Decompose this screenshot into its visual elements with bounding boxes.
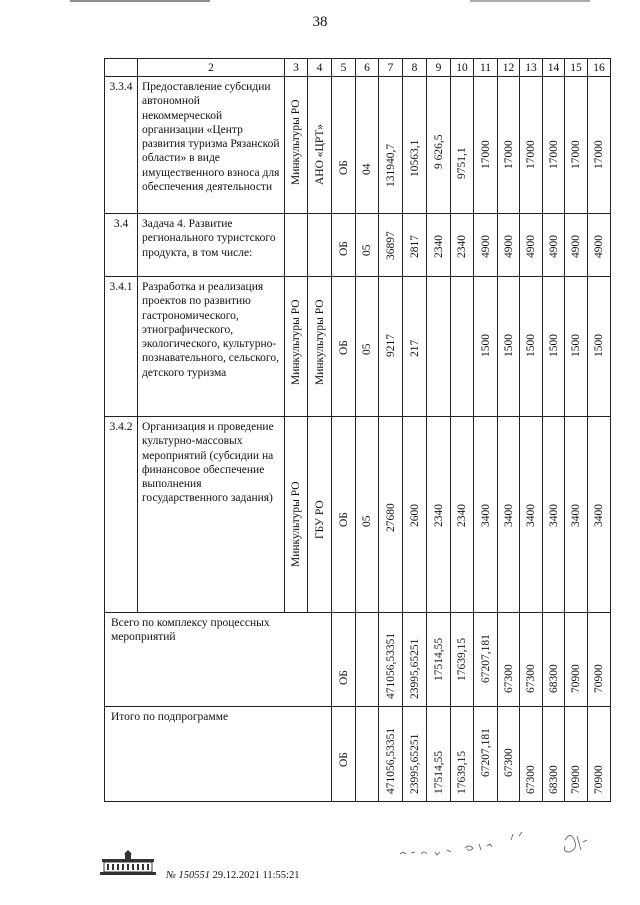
value-text: 2340 bbox=[456, 235, 468, 258]
value-cell bbox=[403, 613, 427, 707]
value-cell bbox=[520, 417, 543, 613]
table-row bbox=[105, 417, 611, 613]
value-text: 68300 bbox=[547, 765, 560, 794]
value-text: 17000 bbox=[570, 140, 582, 169]
value-text: 1500 bbox=[593, 334, 605, 357]
value-cell bbox=[565, 707, 588, 802]
value-cell bbox=[427, 417, 451, 613]
row-id: 3.4.1 bbox=[105, 277, 138, 417]
header-cell: 11 bbox=[474, 59, 498, 77]
value-text: 4900 bbox=[547, 235, 560, 258]
budget-text: ОБ bbox=[337, 752, 350, 767]
value-text: 131940,7 bbox=[384, 143, 397, 187]
value-cell bbox=[588, 613, 611, 707]
value-text: 67300 bbox=[502, 748, 515, 777]
value-text: 1500 bbox=[570, 334, 582, 357]
value-cell bbox=[498, 417, 520, 613]
value-text: 67207,181 bbox=[479, 634, 492, 683]
value-cell bbox=[427, 707, 451, 802]
table-row bbox=[105, 77, 611, 214]
budget-text: ОБ bbox=[337, 160, 350, 175]
total-label: Всего по комплексу процессных мероприятий bbox=[105, 613, 332, 707]
document-footer bbox=[94, 848, 314, 881]
value-text: 3400 bbox=[479, 504, 492, 527]
responsible-text: Минкультуры РО bbox=[290, 481, 302, 567]
budget-text: ОБ bbox=[337, 340, 350, 355]
table-row bbox=[105, 277, 611, 417]
value-cell bbox=[588, 707, 611, 802]
value-cell bbox=[498, 77, 520, 214]
header-cell: 16 bbox=[588, 59, 611, 77]
value-cell bbox=[543, 77, 565, 214]
code-cell bbox=[356, 277, 379, 417]
value-text: 1500 bbox=[479, 334, 492, 357]
value-text: 3400 bbox=[593, 504, 605, 527]
executor-cell bbox=[308, 417, 332, 613]
value-text: 9751,1 bbox=[456, 147, 468, 179]
value-cell bbox=[588, 77, 611, 214]
table-row bbox=[105, 214, 611, 277]
value-text: 70900 bbox=[570, 765, 582, 794]
header-cell: 9 bbox=[427, 59, 451, 77]
value-cell bbox=[565, 613, 588, 707]
value-text: 17000 bbox=[593, 140, 605, 169]
total-row bbox=[105, 613, 611, 707]
code-cell bbox=[356, 613, 379, 707]
registration-stamp bbox=[166, 870, 299, 881]
value-cell bbox=[403, 417, 427, 613]
header-cell: 10 bbox=[451, 59, 474, 77]
value-cell bbox=[520, 707, 543, 802]
value-text: 67207,181 bbox=[479, 728, 492, 777]
responsible-text: Минкультуры РО bbox=[290, 99, 302, 185]
value-cell bbox=[403, 277, 427, 417]
row-name: Разработка и реализация проектов по развитию гастрономического, этнографического, экологического, культурно-познавательного, сельского, детского туризма bbox=[138, 277, 285, 417]
value-text: 17639,15 bbox=[456, 637, 468, 681]
code-cell bbox=[356, 214, 379, 277]
value-cell bbox=[498, 613, 520, 707]
header-cell: 14 bbox=[543, 59, 565, 77]
value-cell bbox=[474, 214, 498, 277]
value-cell bbox=[474, 707, 498, 802]
code-text: 05 bbox=[361, 343, 373, 355]
code-cell bbox=[356, 417, 379, 613]
value-cell bbox=[403, 707, 427, 802]
budget-cell bbox=[332, 613, 356, 707]
row-id: 3.4.2 bbox=[105, 417, 138, 613]
value-cell bbox=[451, 277, 474, 417]
responsible-cell bbox=[285, 214, 308, 277]
value-text: 9 626,5 bbox=[432, 134, 445, 169]
total-row bbox=[105, 707, 611, 802]
responsible-cell bbox=[285, 277, 308, 417]
budget-cell bbox=[332, 77, 356, 214]
value-cell bbox=[520, 77, 543, 214]
registration-datetime: 29.12.2021 11:55:21 bbox=[212, 870, 300, 881]
value-text: 2817 bbox=[408, 235, 421, 258]
value-cell bbox=[451, 417, 474, 613]
value-cell bbox=[520, 613, 543, 707]
executor-text: ГБУ РО bbox=[313, 500, 326, 539]
value-cell bbox=[498, 277, 520, 417]
budget-text: ОБ bbox=[337, 241, 350, 256]
value-text: 1500 bbox=[502, 334, 515, 357]
header-cell: 12 bbox=[498, 59, 520, 77]
value-text: 471056,53351 bbox=[384, 632, 397, 699]
value-text: 3400 bbox=[502, 504, 515, 527]
value-text: 4900 bbox=[593, 235, 605, 258]
government-building-stamp-icon bbox=[94, 848, 162, 878]
value-text: 3400 bbox=[525, 504, 537, 527]
responsible-cell bbox=[285, 77, 308, 214]
value-text: 70900 bbox=[593, 765, 605, 794]
code-cell bbox=[356, 77, 379, 214]
budget-text: ОБ bbox=[337, 670, 350, 685]
value-cell bbox=[474, 613, 498, 707]
value-cell bbox=[379, 277, 403, 417]
value-cell bbox=[379, 417, 403, 613]
value-cell bbox=[565, 417, 588, 613]
value-text: 17639,15 bbox=[456, 750, 468, 794]
header-cell-1 bbox=[105, 59, 138, 77]
registration-number: № 150551 bbox=[166, 870, 211, 881]
value-cell bbox=[520, 214, 543, 277]
row-id: 3.3.4 bbox=[105, 77, 138, 214]
row-name: Организация и проведение культурно-массовых мероприятий (субсидии на финансовое обеспечение выполнения государственного задания) bbox=[138, 417, 285, 613]
value-text: 1500 bbox=[547, 334, 560, 357]
header-cell: 7 bbox=[379, 59, 403, 77]
value-text: 2340 bbox=[432, 235, 445, 258]
value-cell bbox=[451, 214, 474, 277]
budget-cell bbox=[332, 417, 356, 613]
value-text: 471056,53351 bbox=[384, 727, 397, 794]
value-text: 36897 bbox=[384, 231, 397, 260]
value-cell bbox=[427, 214, 451, 277]
row-name: Предоставление субсидии автономной некоммерческой организации «Центр развития туризма Рязанской области» в виде имущественного взноса для обеспечения деятельности bbox=[138, 77, 285, 214]
executor-cell bbox=[308, 214, 332, 277]
value-cell bbox=[379, 77, 403, 214]
value-text: 1500 bbox=[525, 334, 537, 357]
executor-text: Минкультуры РО bbox=[313, 299, 326, 385]
value-cell bbox=[543, 214, 565, 277]
value-cell bbox=[379, 707, 403, 802]
value-cell bbox=[588, 277, 611, 417]
value-text: 2600 bbox=[408, 504, 421, 527]
scan-edge-mark bbox=[70, 0, 210, 2]
value-text: 9217 bbox=[384, 334, 397, 357]
header-cell: 15 bbox=[565, 59, 588, 77]
value-text: 4900 bbox=[479, 235, 492, 258]
budget-text: ОБ bbox=[337, 512, 350, 527]
value-text: 4900 bbox=[525, 235, 537, 258]
value-text: 67300 bbox=[525, 765, 537, 794]
value-text: 2340 bbox=[456, 504, 468, 527]
value-text: 70900 bbox=[593, 664, 605, 693]
value-text: 17000 bbox=[479, 140, 492, 169]
header-cell: 2 bbox=[138, 59, 285, 77]
value-cell bbox=[451, 613, 474, 707]
header-cell: 4 bbox=[308, 59, 332, 77]
value-cell bbox=[451, 707, 474, 802]
total-label: Итого по подпрограмме bbox=[105, 707, 332, 802]
value-cell bbox=[588, 417, 611, 613]
value-text: 67300 bbox=[525, 664, 537, 693]
executor-text: АНО «ЦРТ» bbox=[313, 124, 326, 185]
value-cell bbox=[543, 613, 565, 707]
value-text: 23995,65251 bbox=[408, 733, 421, 794]
value-text: 217 bbox=[408, 339, 421, 357]
value-cell bbox=[498, 707, 520, 802]
value-text: 17000 bbox=[525, 140, 537, 169]
value-text: 17514,55 bbox=[432, 637, 445, 681]
budget-cell bbox=[332, 214, 356, 277]
header-row bbox=[105, 59, 611, 77]
value-cell bbox=[588, 214, 611, 277]
value-cell bbox=[451, 77, 474, 214]
value-cell bbox=[565, 277, 588, 417]
budget-table bbox=[104, 58, 611, 802]
value-cell bbox=[427, 613, 451, 707]
value-cell bbox=[520, 277, 543, 417]
value-text: 68300 bbox=[547, 664, 560, 693]
header-cell: 6 bbox=[356, 59, 379, 77]
value-text: 3400 bbox=[570, 504, 582, 527]
value-cell bbox=[403, 214, 427, 277]
responsible-text: Минкультуры РО bbox=[290, 299, 302, 385]
value-text: 17000 bbox=[547, 140, 560, 169]
value-text: 10563,1 bbox=[408, 139, 421, 177]
value-cell bbox=[379, 214, 403, 277]
row-name: Задача 4. Развитие регионального туристского продукта, в том числе: bbox=[138, 214, 285, 277]
value-cell bbox=[474, 417, 498, 613]
value-cell bbox=[543, 707, 565, 802]
budget-cell bbox=[332, 277, 356, 417]
value-text: 4900 bbox=[570, 235, 582, 258]
value-cell bbox=[543, 417, 565, 613]
responsible-cell bbox=[285, 417, 308, 613]
value-text: 70900 bbox=[570, 664, 582, 693]
header-cell: 3 bbox=[285, 59, 308, 77]
budget-cell bbox=[332, 707, 356, 802]
value-text: 23995,65251 bbox=[408, 638, 421, 699]
row-id: 3.4 bbox=[105, 214, 138, 277]
value-cell bbox=[427, 77, 451, 214]
executor-cell bbox=[308, 77, 332, 214]
value-text: 3400 bbox=[547, 504, 560, 527]
code-text: 04 bbox=[361, 163, 373, 175]
value-text: 17514,55 bbox=[432, 750, 445, 794]
code-text: 05 bbox=[361, 244, 373, 256]
value-cell bbox=[543, 277, 565, 417]
header-cell: 13 bbox=[520, 59, 543, 77]
scan-edge-mark bbox=[470, 0, 590, 2]
header-cell: 8 bbox=[403, 59, 427, 77]
code-cell bbox=[356, 707, 379, 802]
value-cell bbox=[474, 277, 498, 417]
page-number: 38 bbox=[312, 14, 328, 30]
value-cell bbox=[403, 77, 427, 214]
value-cell bbox=[498, 214, 520, 277]
value-cell bbox=[427, 277, 451, 417]
value-cell bbox=[379, 613, 403, 707]
value-text: 2340 bbox=[432, 504, 445, 527]
value-cell bbox=[565, 77, 588, 214]
executor-cell bbox=[308, 277, 332, 417]
value-cell bbox=[474, 77, 498, 214]
code-text: 05 bbox=[361, 515, 373, 527]
value-text: 67300 bbox=[502, 664, 515, 693]
value-text: 27680 bbox=[384, 503, 397, 532]
header-cell: 5 bbox=[332, 59, 356, 77]
value-cell bbox=[565, 214, 588, 277]
signature-scribble-icon bbox=[395, 826, 595, 866]
value-text: 4900 bbox=[502, 235, 515, 258]
value-text: 17000 bbox=[502, 140, 515, 169]
